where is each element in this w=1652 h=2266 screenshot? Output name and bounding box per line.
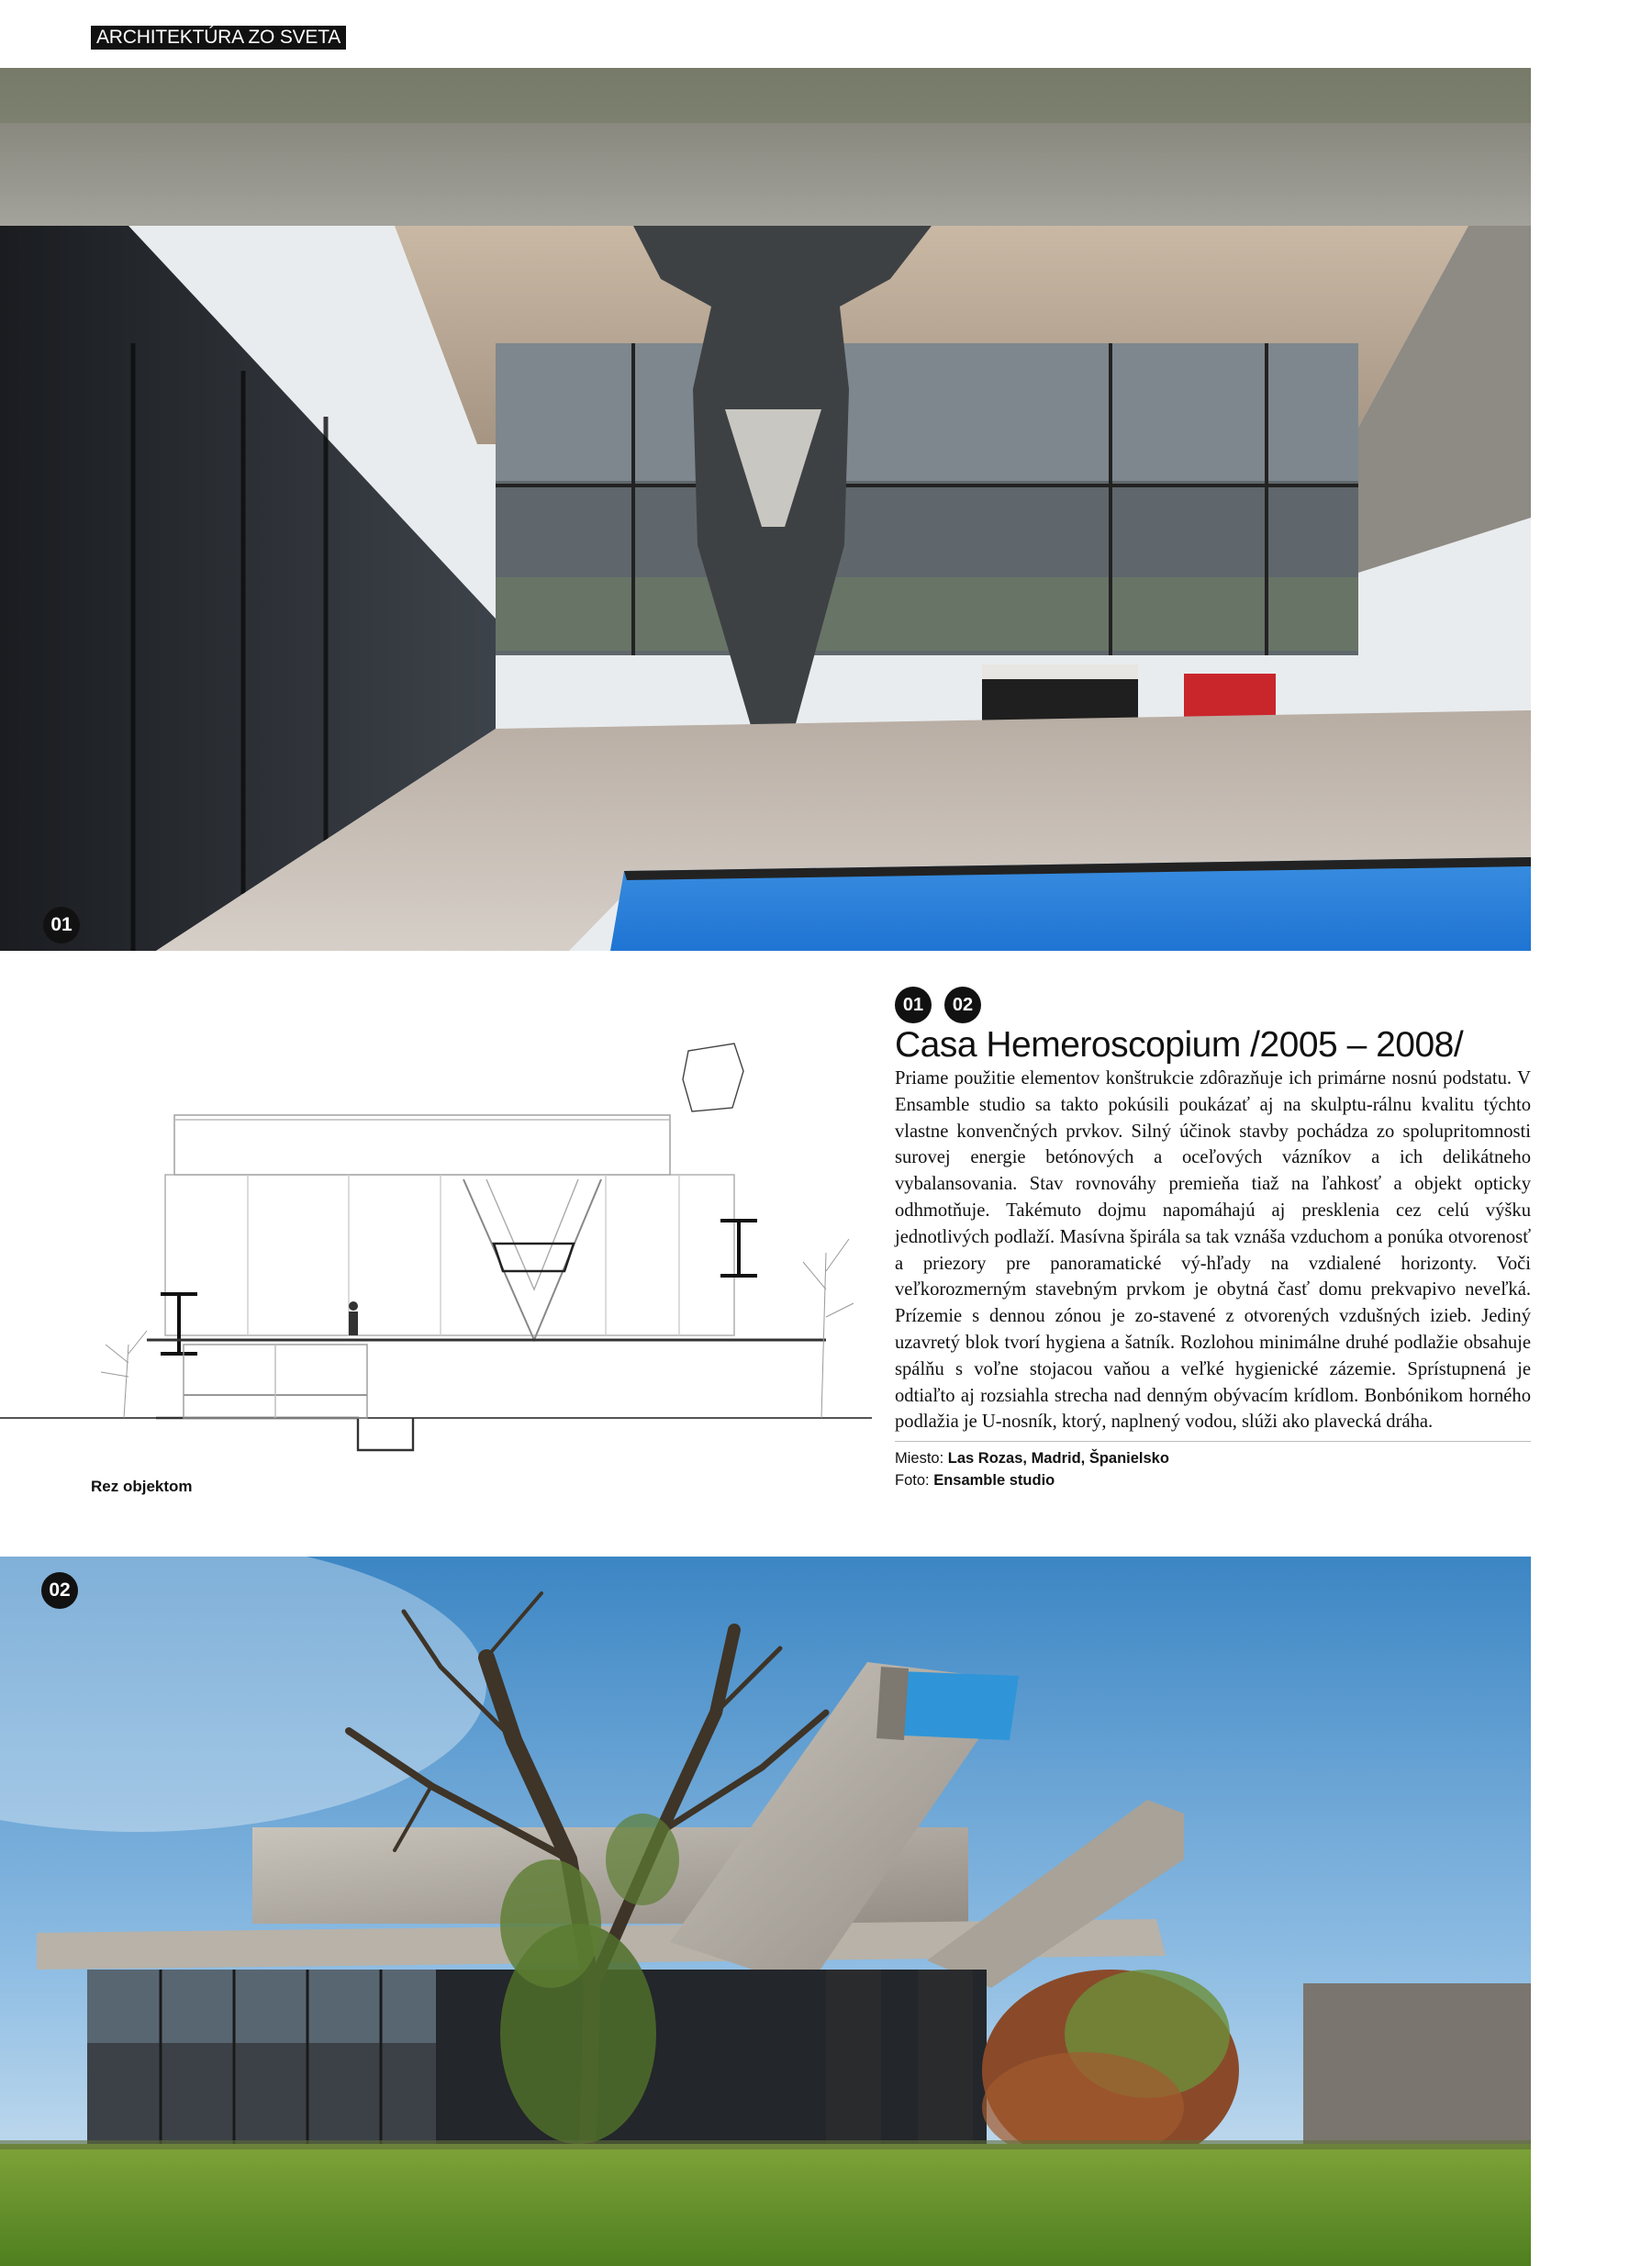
interior-terrace-pool-photo	[0, 68, 1531, 951]
drawing-caption: Rez objektom	[91, 1478, 193, 1495]
photo-number-badge: 01	[43, 907, 80, 943]
photo-reference-badge: 01	[895, 987, 932, 1023]
exterior-garden-tree-photo	[0, 1557, 1531, 2266]
section-tag: ARCHITEKTÚRA ZO SVETA	[91, 26, 346, 50]
location-line	[895, 1447, 1531, 1469]
photo-reference-badge: 02	[944, 987, 981, 1023]
location-value: Las Rozas, Madrid, Španielsko	[947, 1450, 1169, 1468]
building-section-drawing	[0, 1014, 872, 1464]
divider	[895, 1441, 1531, 1442]
article-title: Casa Hemeroscopium /2005 – 2008/	[895, 1025, 1464, 1065]
photo-credit-label: Foto:	[895, 1472, 930, 1490]
photo-number-badge: 02	[41, 1572, 78, 1609]
location-label: Miesto:	[895, 1450, 944, 1468]
article	[895, 987, 1531, 1491]
article-body: Priame použitie elementov konštrukcie zdôrazňuje ich primárne nosnú podstatu. V Ensamble studio sa takto pokúsili poukázať aj na skulptu-rálnu kvalitu týchto vlastne konvenčných prvkov. Silný účinok stavby pochádza zo spolupritomnosti surovej energie betónových a oceľových vázníkov a ich delikátneho vybalansovania. Stav rovnováhy premieňa tiaž na ľahkosť a objekt opticky odhmotňuje. Takémuto dojmu napomáhajú aj presklenia cez celú výšku jednotlivých podlaží. Masívna špirála sa tak vznáša vzduchom a ponúka otvorenosť a priezory pre panoramatické vý-hľady na vzdialené horizonty. Voči veľkorozmerným stavebným prvkom je obytná časť domu prekvapivo neveľká. Prízemie s dennou zónou je zo-stavené z otvorených vzdušných izieb. Jediný uzavretý blok tvorí hygiena a šatník. Rozlohou minimálne druhé podlažie obsahuje spálňu s voľne stojacou vaňou a veľké hygienické zázemie. Sprístupnená je odtiaľto aj rozsiahla strecha nad denným obývacím krídlom. Bonbónikom horného podlažia je U-nosník, ktorý, naplnený vodou, slúži ako plavecká dráha.	[895, 1068, 1531, 1433]
photo-reference-badges	[895, 987, 1531, 1025]
photo-credit-value: Ensamble studio	[933, 1472, 1055, 1490]
photo-credit-line	[895, 1469, 1531, 1491]
